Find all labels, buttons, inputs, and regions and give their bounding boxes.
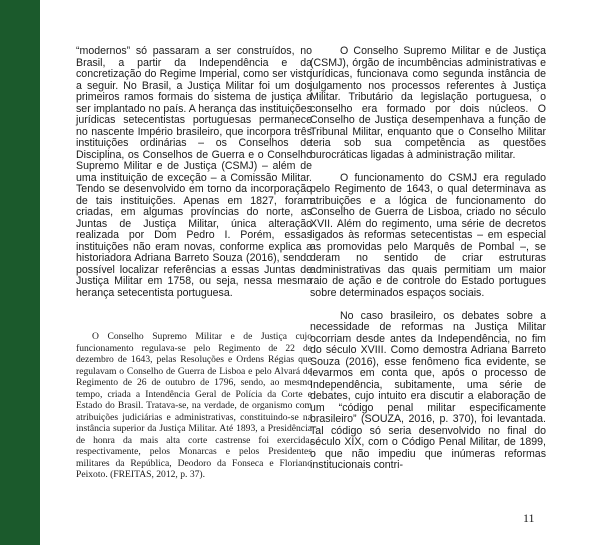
right-column [310,46,546,472]
page-number: 11 [523,511,535,525]
body-paragraph: “modernos” só passaram a ser construídos, no Brasil, a partir da Independência e da concretização do Regime Imperial, como ser visto a seguir. No Brasil, a Justiça Militar foi um dos primeiros ramos formais do sistema de justiça a ser implantado no país. A herança das instituições jurídicas setecentistas portuguesas permanece no nascente Império brasileiro, que incorpora três instituições ordinárias – os Conselhos de Disciplina, os Conselhos de Guerra e o Conselho Supremo Militar e de Justiça (CSMJ) – além de uma instituição de exceção – a Comissão Militar. Tendo se desenvolvido em torno da incorporação de tais instituições. Apenas em 1827, foram criadas, em algumas províncias do norte, as Juntas de Justiça Militar, única alteração realizada por Dom Pedro I. Porém, essas instituições não eram novas, conforme explica a historiadora Adriana Barreto Souza (2016), sendo possível localizar referências a essas Juntas de Justiça Militar em 1758, ou seja, nessa mesma herança setecentista portuguesa. [76,45,312,299]
chapter-side-bar [0,0,40,545]
body-paragraph: No caso brasileiro, os debates sobre a necessidade de reformas na Justiça Militar ocorriam desde antes da Independência, no fim do século XVIII. Como demostra Adriana Barreto Souza (2016), esse fenômeno fica evidente, se levarmos em conta que, após o processo de Independência, subitamente, uma série de debates, cujo intuito era discutir a elaboração de um “código penal militar especificamente brasileiro” (SOUZA, 2016, p. 370), foi levantada. Tal código só seria desenvolvido no final do século XIX, com o Código Penal Militar, de 1899, o que não impediu que inúmeras reformas institucionais contri- [310,309,546,471]
left-column [76,46,312,299]
body-paragraph: O funcionamento do CSMJ era regulado pelo Regimento de 1643, o qual determinava as atribuições e a lógica de funcionamento do Conselho de Guerra de Lisboa, criado no século XVII. Além do regimento, uma série de decretos ligados às reformas setecentistas – em especial as promovidas pelo Marquês de Pombal –, se deram no sentido de criar estruturas administrativas das quais permitiam um maior raio de ação e de controle do Estado portugues sobre determinados espaços sociais. [310,171,546,299]
body-paragraph: O Conselho Supremo Militar e de Justiça (CSMJ), órgão de incumbências administrativas e jurídicas, funcionava como segunda instância de julgamento nos processos referentes à Justiça Militar. Tributário da legislação portuguesa, o conselho era formado por dois núcleos. O Conselho de Justiça desempenhava a função de Tribunal Militar, enquanto que o Conselho Militar teria sob sua competência as questões burocráticas ligadas à administração militar. [310,45,546,161]
block-quote: O Conselho Supremo Militar e de Justiça cujo funcionamento regulava-se pelo Regimento de 22 de dezembro de 1643, pelas Resoluções e Ordens Régias que regulavam o Conselho de Guerra de Lisboa e pelo Alvará de Regimento de 26 de outubro de 1796, sendo, ao mesmo tempo, criada a Intendência Geral de Polícia da Corte e Estado do Brasil. Tratava-se, na verdade, de organismo com atribuições judiciárias e administrativas, constituindo-se na instância superior da Justiça Militar. Até 1893, a Presidência de honra da mais alta corte castrense foi exercida, respectivamente, pelos Monarcas e pelos Presidentes militares da República, Deodoro da Fonseca e Floriano Peixoto. (FREITAS, 2012, p. 37). [76,331,312,480]
